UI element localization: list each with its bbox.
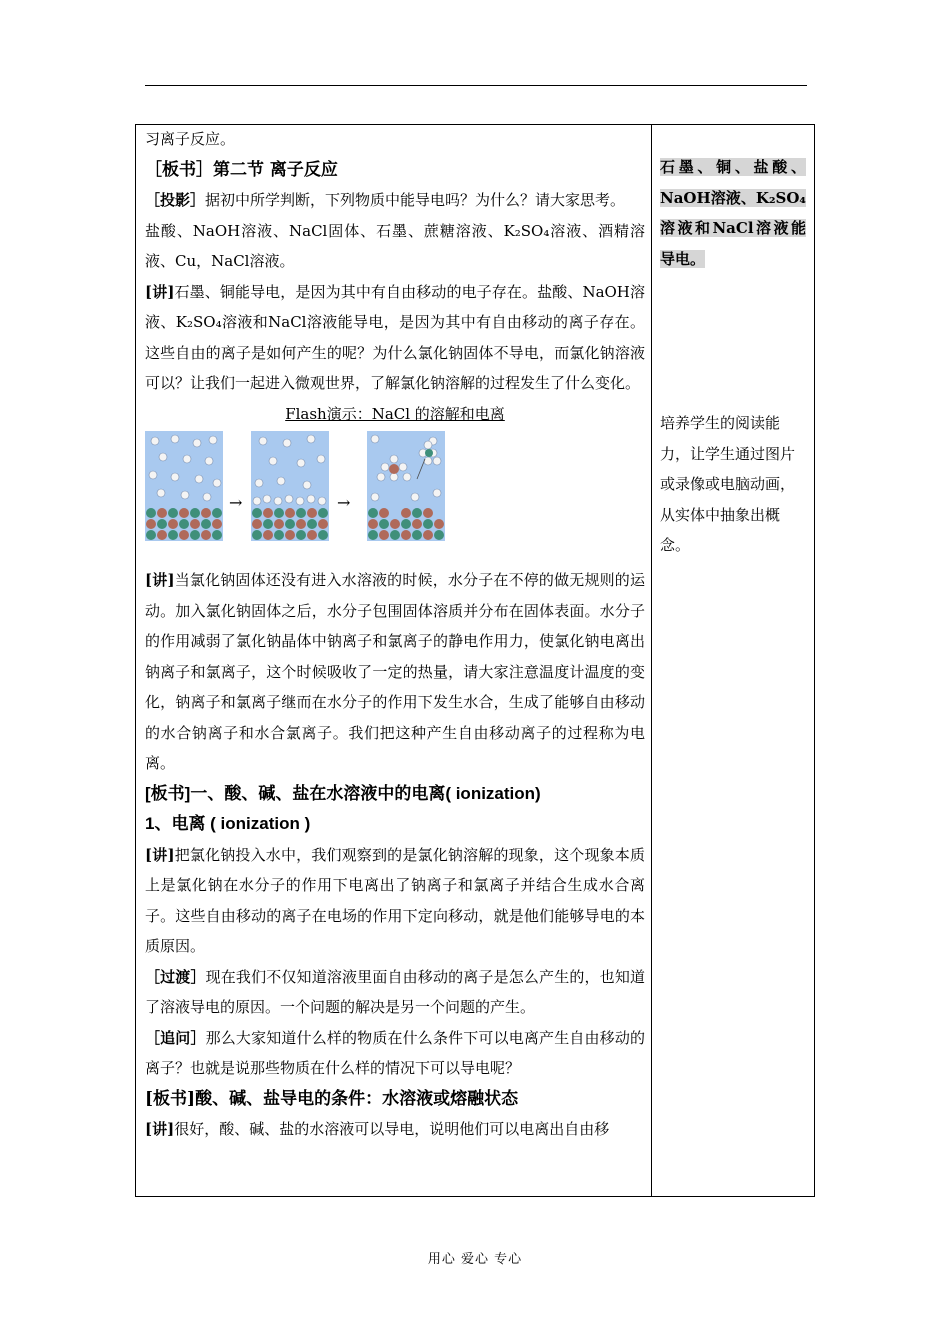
flash-demo-caption: Flash演示：NaCl 的溶解和电离 [285,404,505,423]
arrow-icon-2: → [337,493,351,512]
lecture-paragraph-1 [145,277,645,399]
follow-up-paragraph [145,1023,645,1084]
dissolution-panel-2 [251,431,329,541]
side-column-note-1 [660,152,806,274]
lecture-paragraph-4 [145,1114,645,1145]
lecture-tag-2: [讲] [145,571,175,589]
lecture-tag-4: [讲] [145,1120,175,1138]
lecture-text-3: 把氯化钠投入水中，我们观察到的是氯化钠溶解的现象，这个现象本质上是氯化钠在水分子的作用下电离出了钠离子和氯离子并结合生成水合离子。这些自由移动的离子在电场的作用下定向移动，就是他们能够导电的本质原因。 [145,845,645,955]
board-heading-conditions: [板书]酸、碱、盐导电的条件：水溶液或熔融状态 [145,1088,519,1109]
board-heading-ionization: [板书]一、酸、碱、盐在水溶液中的电离( ionization) [145,783,541,803]
transition-tag: ［过渡］ [145,967,206,986]
lecture-text-4: 很好，酸、碱、盐的水溶液可以导电，说明他们可以电离出自由移 [174,1120,610,1138]
transition-paragraph [145,962,645,1023]
dissolution-panel-3 [367,431,445,541]
lecture-paragraph-2 [145,565,645,779]
transition-text: 现在我们不仅知道溶液里面自由移动的离子是怎么产生的，也知道了溶液导电的原因。一个问题的解决是另一个问题的产生。 [145,967,645,1016]
lecture-text-2: 当氯化钠固体还没有进入水溶液的时候，水分子在不停的做无规则的运动。加入氯化钠固体之后，水分子包围固体溶质并分布在固体表面。水分子的作用减弱了氯化钠晶体中钠离子和氯离子的静电作用力，使氯化钠电离出钠离子和氯离子，这个时候吸收了一定的热量，请大家注意温度计温度的变化，钠离子和氯离子继而在水分子的作用下发生水合，生成了能够自由移动的水合钠离子和水合氯离子。我们把这种产生自由移动离子的过程称为电离。 [145,571,645,772]
page-footer: 用心 爱心 专心 [427,1252,523,1267]
follow-up-tag: ［追问］ [145,1028,206,1047]
dissolution-panel-1 [145,431,223,541]
dissolution-figure [145,431,645,559]
board-heading-section: ［板书］第二节 离子反应 [145,159,338,180]
side-column-note-2 [660,393,806,576]
paragraph-1: 习离子反应。 [145,130,236,148]
teaching-goal-note: 培养学生的阅读能力，让学生通过图片或录像或电脑动画，从实体中抽象出概念。 [660,414,796,554]
lecture-tag-3: [讲] [145,845,175,864]
conductive-substances-note: 石墨、铜、盐酸、NaOH溶液、K₂SO₄溶液和NaCl溶液能导电。 [660,158,806,268]
projection-paragraph [145,185,645,216]
arrow-icon-1: → [229,493,243,512]
projection-tag: ［投影］ [145,191,206,209]
lecture-text-1: 石墨、铜能导电，是因为其中有自由移动的电子存在。盐酸、NaOH溶液、K₂SO₄溶液和NaCl溶液能导电，是因为其中有自由移动的离子存在。这些自由的离子是如何产生的呢？为什么氯化钠固体不导电，而氯化钠溶液可以？让我们一起进入微观世界，了解氯化钠溶解的过程发生了什么变化。 [145,282,645,392]
lecture-paragraph-3 [145,840,645,962]
column-divider [651,124,652,1197]
lecture-tag-1: [讲] [145,282,175,301]
projection-text: 据初中所学判断，下列物质中能导电吗？为什么？请大家思考。 [205,191,626,209]
follow-up-text: 那么大家知道什么样的物质在什么条件下可以电离产生自由移动的离子？也就是说那些物质在什么样的情况下可以导电呢？ [145,1028,645,1077]
subheading-ionization: 1、电离 ( ionization ) [145,814,311,833]
main-column [145,124,645,1145]
header-rule [145,85,807,86]
substance-list: 盐酸、NaOH溶液、NaCl固体、石墨、蔗糖溶液、K₂SO₄溶液、酒精溶液、Cu，NaCl溶液。 [145,221,645,270]
